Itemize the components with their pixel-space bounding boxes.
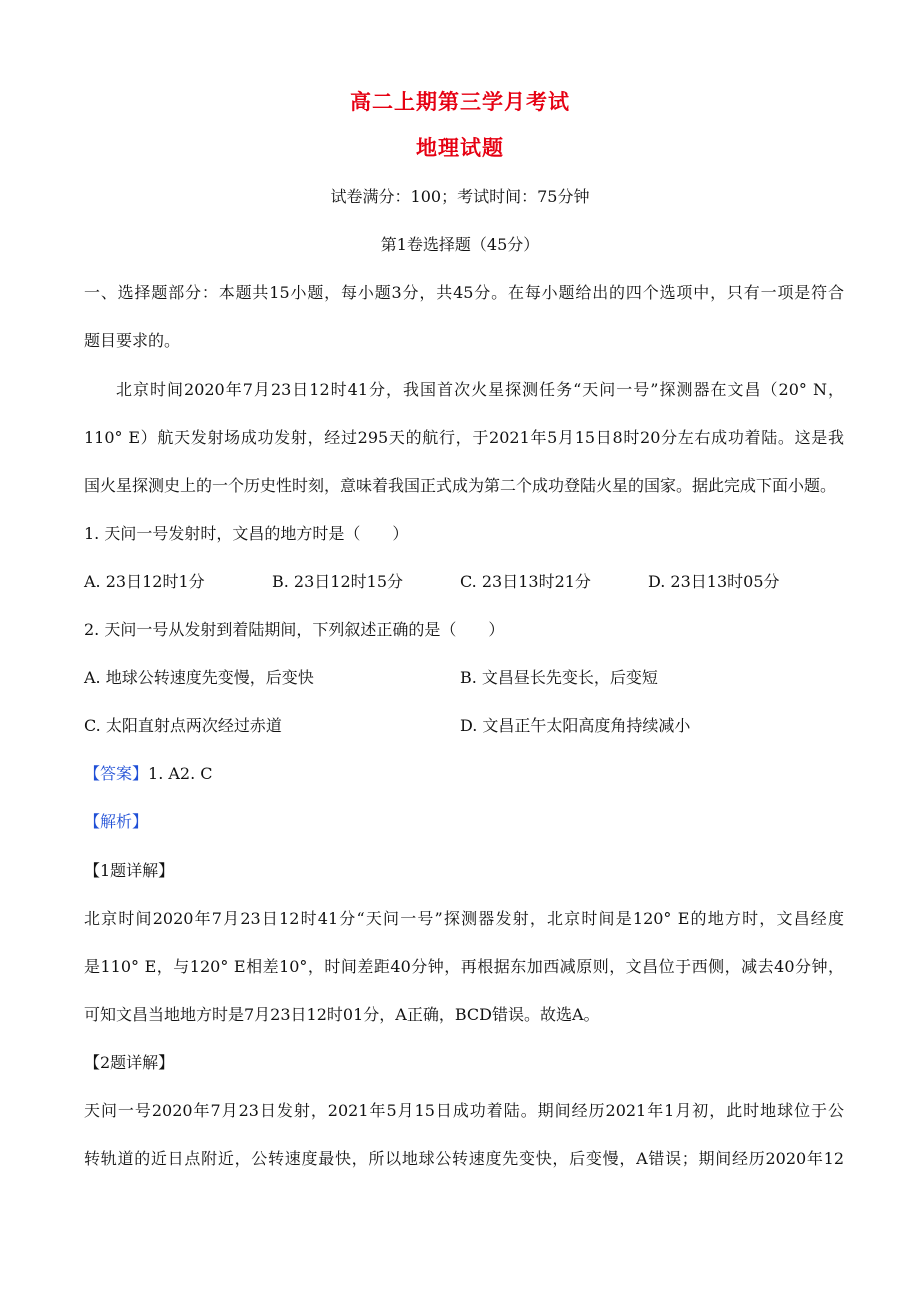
exam-title: 高二上期第三学月考试 [350,90,570,114]
question-1-option-b: B. 23日12时15分 [272,572,404,591]
question-2-option-b: B. 文昌昼长先变长，后变短 [460,668,658,687]
instructions-line-2: 题目要求的。 [84,331,181,350]
question-1-option-c: C. 23日13时21分 [460,572,591,591]
section-heading: 第1卷选择题（45分） [380,235,540,254]
question-1-stem: 1. 天问一号发射时，文昌的地方时是（ ） [84,524,409,543]
question-2-stem: 2. 天问一号从发射到着陆期间，下列叙述正确的是（ ） [84,620,505,639]
q1-detail-line-3: 可知文昌当地地方时是7月23日12时01分，A正确，BCD错误。故选A。 [84,1005,600,1024]
q1-detail-label: 【1题详解】 [84,861,175,880]
question-2-option-c: C. 太阳直射点两次经过赤道 [84,716,282,735]
passage-line-1: 北京时间2020年7月23日12时41分，我国首次火星探测任务“天问一号”探测器在文昌（20° N， [116,380,844,399]
question-1-option-d: D. 23日13时05分 [648,572,780,591]
q2-detail-line-1: 天问一号2020年7月23日发射，2021年5月15日成功着陆。期间经历2021年1月初，此时地球位于公 [84,1101,844,1120]
passage-line-2: 110° E）航天发射场成功发射，经过295天的航行，于2021年5月15日8时20分左右成功着陆。这是我 [84,428,844,447]
analysis-label: 【解析】 [84,812,149,831]
q2-detail-label: 【2题详解】 [84,1053,175,1072]
question-2-option-d: D. 文昌正午太阳高度角持续减小 [460,716,691,735]
instructions-line-1: 一、选择题部分：本题共15小题，每小题3分，共45分。在每小题给出的四个选项中，只有一项是符合 [84,283,844,302]
question-1-option-a: A. 23日12时1分 [84,572,205,591]
answer-text: 1. A2. C [148,764,213,783]
exam-info: 试卷满分：100；考试时间：75分钟 [330,187,590,206]
q2-detail-line-2: 转轨道的近日点附近，公转速度最快，所以地球公转速度先变快，后变慢，A错误；期间经历2020年12 [84,1149,844,1168]
answer-line [84,761,844,784]
subject-title: 地理试题 [416,136,504,160]
passage-line-3: 国火星探测史上的一个历史性时刻，意味着我国正式成为第二个成功登陆火星的国家。据此完成下面小题。 [84,476,837,495]
question-2-option-a: A. 地球公转速度先变慢，后变快 [84,668,314,687]
q1-detail-line-1: 北京时间2020年7月23日12时41分“天问一号”探测器发射，北京时间是120° E的地方时，文昌经度 [84,909,844,928]
answer-label: 【答案】 [84,764,149,783]
q1-detail-line-2: 是110° E，与120° E相差10°，时间差距40分钟，再根据东加西减原则，文昌位于西侧，减去40分钟， [84,957,844,976]
